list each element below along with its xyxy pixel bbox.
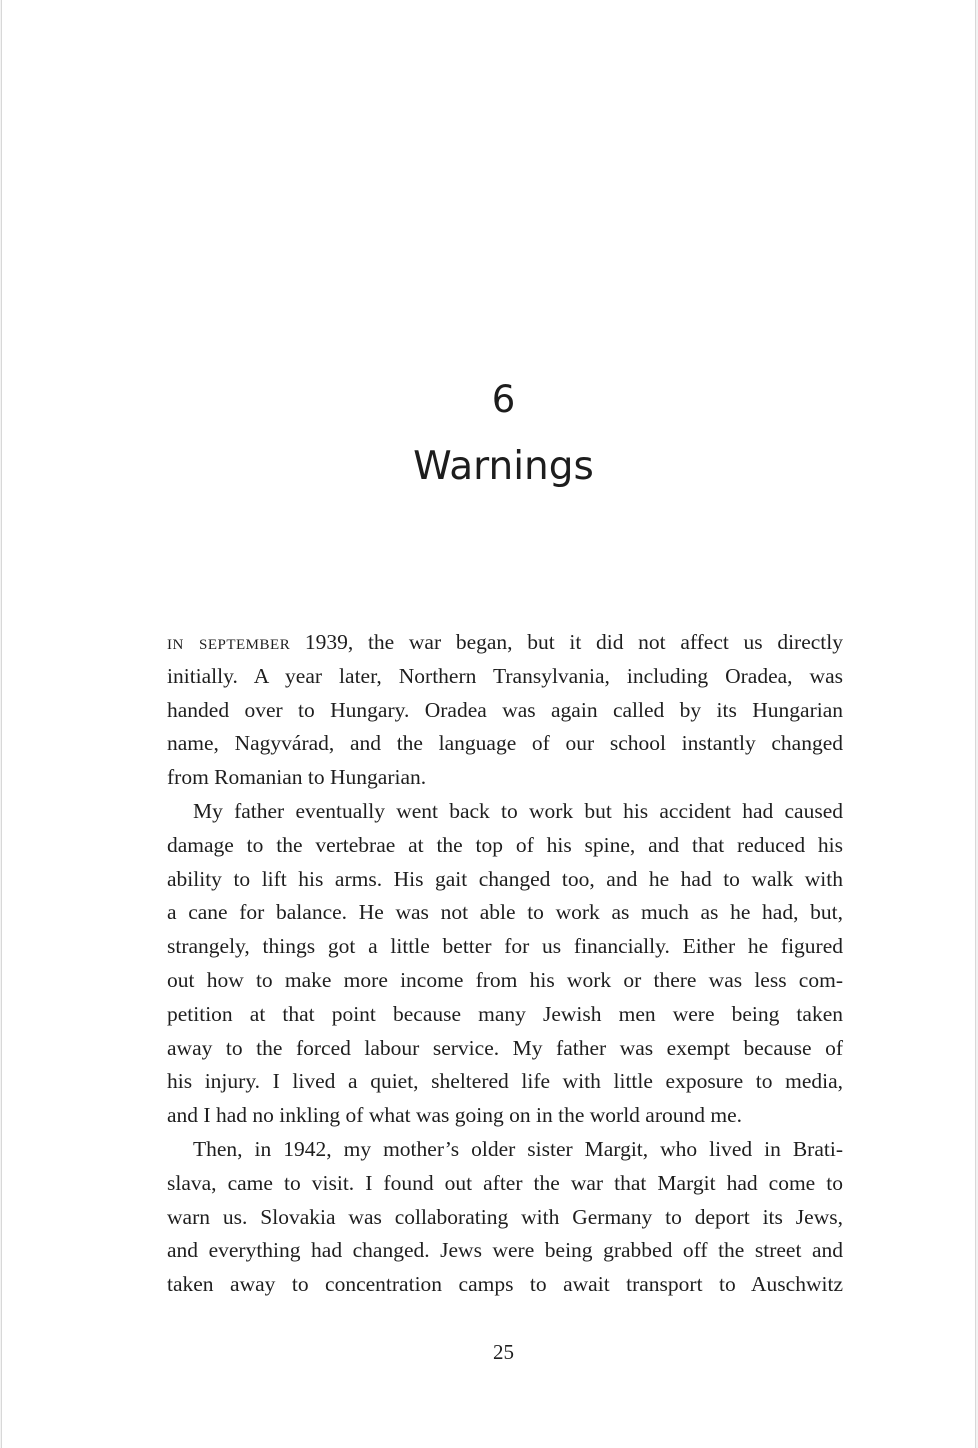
text-line: handed over to Hungary. Oradea was again called by its Hungarian [167, 697, 843, 722]
page-number: 25 [493, 1340, 514, 1364]
text-line: a cane for balance. He was not able to work as much as he had, but, [167, 900, 843, 925]
opening-smallcaps: in september [167, 630, 291, 654]
text-line: and everything had changed. Jews were being grabbed off the street and [167, 1238, 843, 1263]
chapter-title: Warnings [413, 444, 594, 489]
body-text [167, 626, 843, 1302]
text-line: taken away to concentration camps to await transport to Auschwitz [167, 1272, 843, 1297]
text-line: away to the forced labour service. My father was exempt because of [167, 1035, 843, 1060]
text-line-content: 1939, the war began, but it did not affect us directly [290, 630, 843, 654]
text-line: his injury. I lived a quiet, sheltered life with little exposure to media, [167, 1069, 843, 1094]
text-line: strangely, things got a little better for us financially. Either he figured [167, 934, 843, 959]
book-page [1, 0, 976, 1448]
text-line: damage to the vertebrae at the top of his spine, and that reduced his [167, 832, 843, 857]
text-line: ability to lift his arms. His gait changed too, and he had to walk with [167, 866, 843, 891]
text-line [167, 626, 843, 660]
text-line: slava, came to visit. I found out after the war that Margit had come to [167, 1170, 843, 1195]
text-line: warn us. Slovakia was collaborating with Germany to deport its Jews, [167, 1204, 843, 1229]
text-line: My father eventually went back to work but his accident had caused [193, 798, 843, 823]
text-line: and I had no inkling of what was going on in the world around me. [167, 1103, 743, 1128]
text-line: Then, in 1942, my mother’s older sister Margit, who lived in Brati- [193, 1136, 843, 1161]
text-line: petition at that point because many Jewish men were being taken [167, 1001, 843, 1026]
text-line: from Romanian to Hungarian. [167, 765, 427, 790]
chapter-number: 6 [491, 378, 516, 421]
text-line: name, Nagyvárad, and the language of our school instantly changed [167, 731, 843, 756]
text-line: out how to make more income from his work or there was less com- [167, 967, 843, 992]
text-line: initially. A year later, Northern Transylvania, including Oradea, was [167, 663, 843, 688]
